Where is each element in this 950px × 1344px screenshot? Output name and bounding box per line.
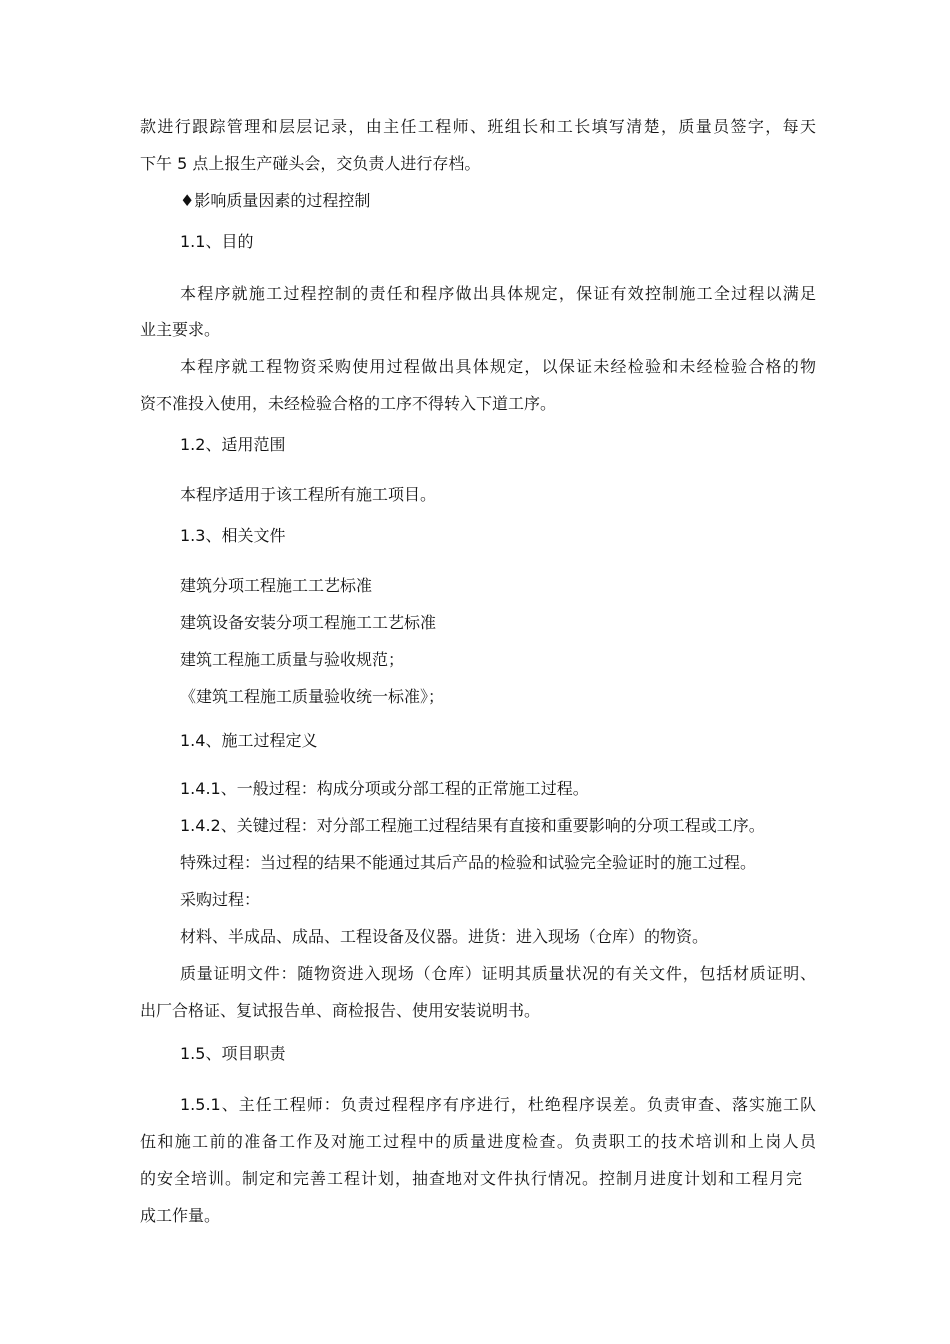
paragraph-line: 下午 5 点上报生产碰头会，交负责人进行存档。 — [140, 154, 481, 173]
section-heading: ♦影响质量因素的过程控制 — [180, 191, 371, 210]
paragraph-line: 资不准投入使用，未经检验合格的工序不得转入下道工序。 — [140, 394, 557, 413]
reference-item: 建筑工程施工质量与验收规范； — [180, 650, 405, 669]
section-heading: 1.4、施工过程定义 — [180, 731, 318, 750]
paragraph-line: 本程序就工程物资采购使用过程做出具体规定，以保证未经检验和未经检验合格的物 — [180, 357, 816, 376]
paragraph-line: 出厂合格证、复试报告单、商检报告、使用安装说明书。 — [140, 1001, 541, 1020]
paragraph-line: 款进行跟踪管理和层层记录，由主任工程师、班组长和工长填写清楚，质量员签字，每天 — [140, 117, 816, 136]
paragraph-line: 1.5.1、主任工程师：负责过程程序有序进行，杜绝程序误差。负责审查、落实施工队 — [180, 1095, 816, 1114]
paragraph-line: 材料、半成品、成品、工程设备及仪器。进货：进入现场（仓库）的物资。 — [180, 927, 709, 946]
reference-item: 建筑设备安装分项工程施工工艺标准 — [180, 613, 437, 632]
paragraph-line: 业主要求。 — [140, 320, 221, 339]
reference-item: 建筑分项工程施工工艺标准 — [180, 576, 373, 595]
paragraph-line: 1.4.1、一般过程：构成分项或分部工程的正常施工过程。 — [180, 779, 589, 798]
section-heading: 1.2、适用范围 — [180, 435, 286, 454]
section-heading: 1.5、项目职责 — [180, 1044, 286, 1063]
section-heading: 1.3、相关文件 — [180, 526, 286, 545]
paragraph-line: 的安全培训。制定和完善工程计划，抽查地对文件执行情况。控制月进度计划和工程月完 — [140, 1169, 802, 1188]
paragraph-line: 质量证明文件：随物资进入现场（仓库）证明其质量状况的有关文件，包括材质证明、 — [180, 964, 816, 983]
paragraph-line: 成工作量。 — [140, 1206, 221, 1225]
paragraph-line: 本程序适用于该工程所有施工项目。 — [180, 485, 437, 504]
paragraph-line: 本程序就施工过程控制的责任和程序做出具体规定，保证有效控制施工全过程以满足 — [180, 284, 816, 303]
paragraph-line: 伍和施工前的准备工作及对施工过程中的质量进度检查。负责职工的技术培训和上岗人员 — [140, 1132, 816, 1151]
reference-item: 《建筑工程施工质量验收统一标准》； — [180, 687, 445, 706]
paragraph-line: 1.4.2、关键过程：对分部工程施工过程结果有直接和重要影响的分项工程或工序。 — [180, 816, 765, 835]
section-heading: 1.1、目的 — [180, 232, 254, 251]
paragraph-line: 特殊过程：当过程的结果不能通过其后产品的检验和试验完全验证时的施工过程。 — [180, 853, 757, 872]
paragraph-line: 采购过程： — [180, 890, 261, 909]
